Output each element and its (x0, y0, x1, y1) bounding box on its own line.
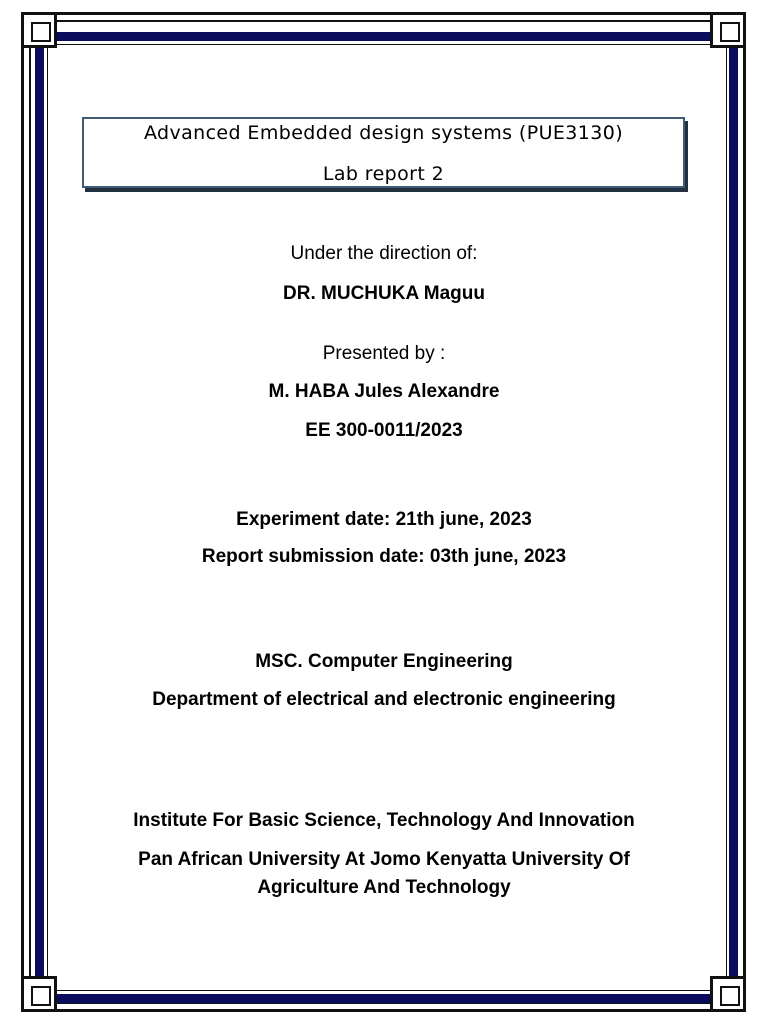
registration-number: EE 300-0011/2023 (305, 420, 463, 441)
institute-name: Institute For Basic Science, Technology And Innovation (133, 810, 635, 831)
presenter-label: Presented by : (322, 343, 446, 364)
submission-date: Report submission date: 03th june, 2023 (201, 546, 567, 567)
presenter-name: M. HABA Jules Alexandre (268, 381, 500, 402)
course-title: Advanced Embedded design systems (PUE3130) (143, 122, 624, 144)
direction-label: Under the direction of: (290, 243, 478, 264)
title-box (82, 117, 685, 188)
report-title: Lab report 2 (322, 163, 445, 185)
degree-program: MSC. Computer Engineering (255, 651, 513, 672)
border-corner-top-right (710, 12, 746, 48)
university-name: Pan African University At Jomo Kenyatta University Of Agriculture And Technology (138, 849, 630, 898)
border-corner-bottom-right (710, 976, 746, 1012)
supervisor-name: DR. MUCHUKA Maguu (283, 283, 485, 304)
border-corner-top-left (21, 12, 57, 48)
border-corner-bottom-left (21, 976, 57, 1012)
experiment-date: Experiment date: 21th june, 2023 (236, 509, 532, 530)
department-name: Department of electrical and electronic engineering (152, 689, 616, 710)
